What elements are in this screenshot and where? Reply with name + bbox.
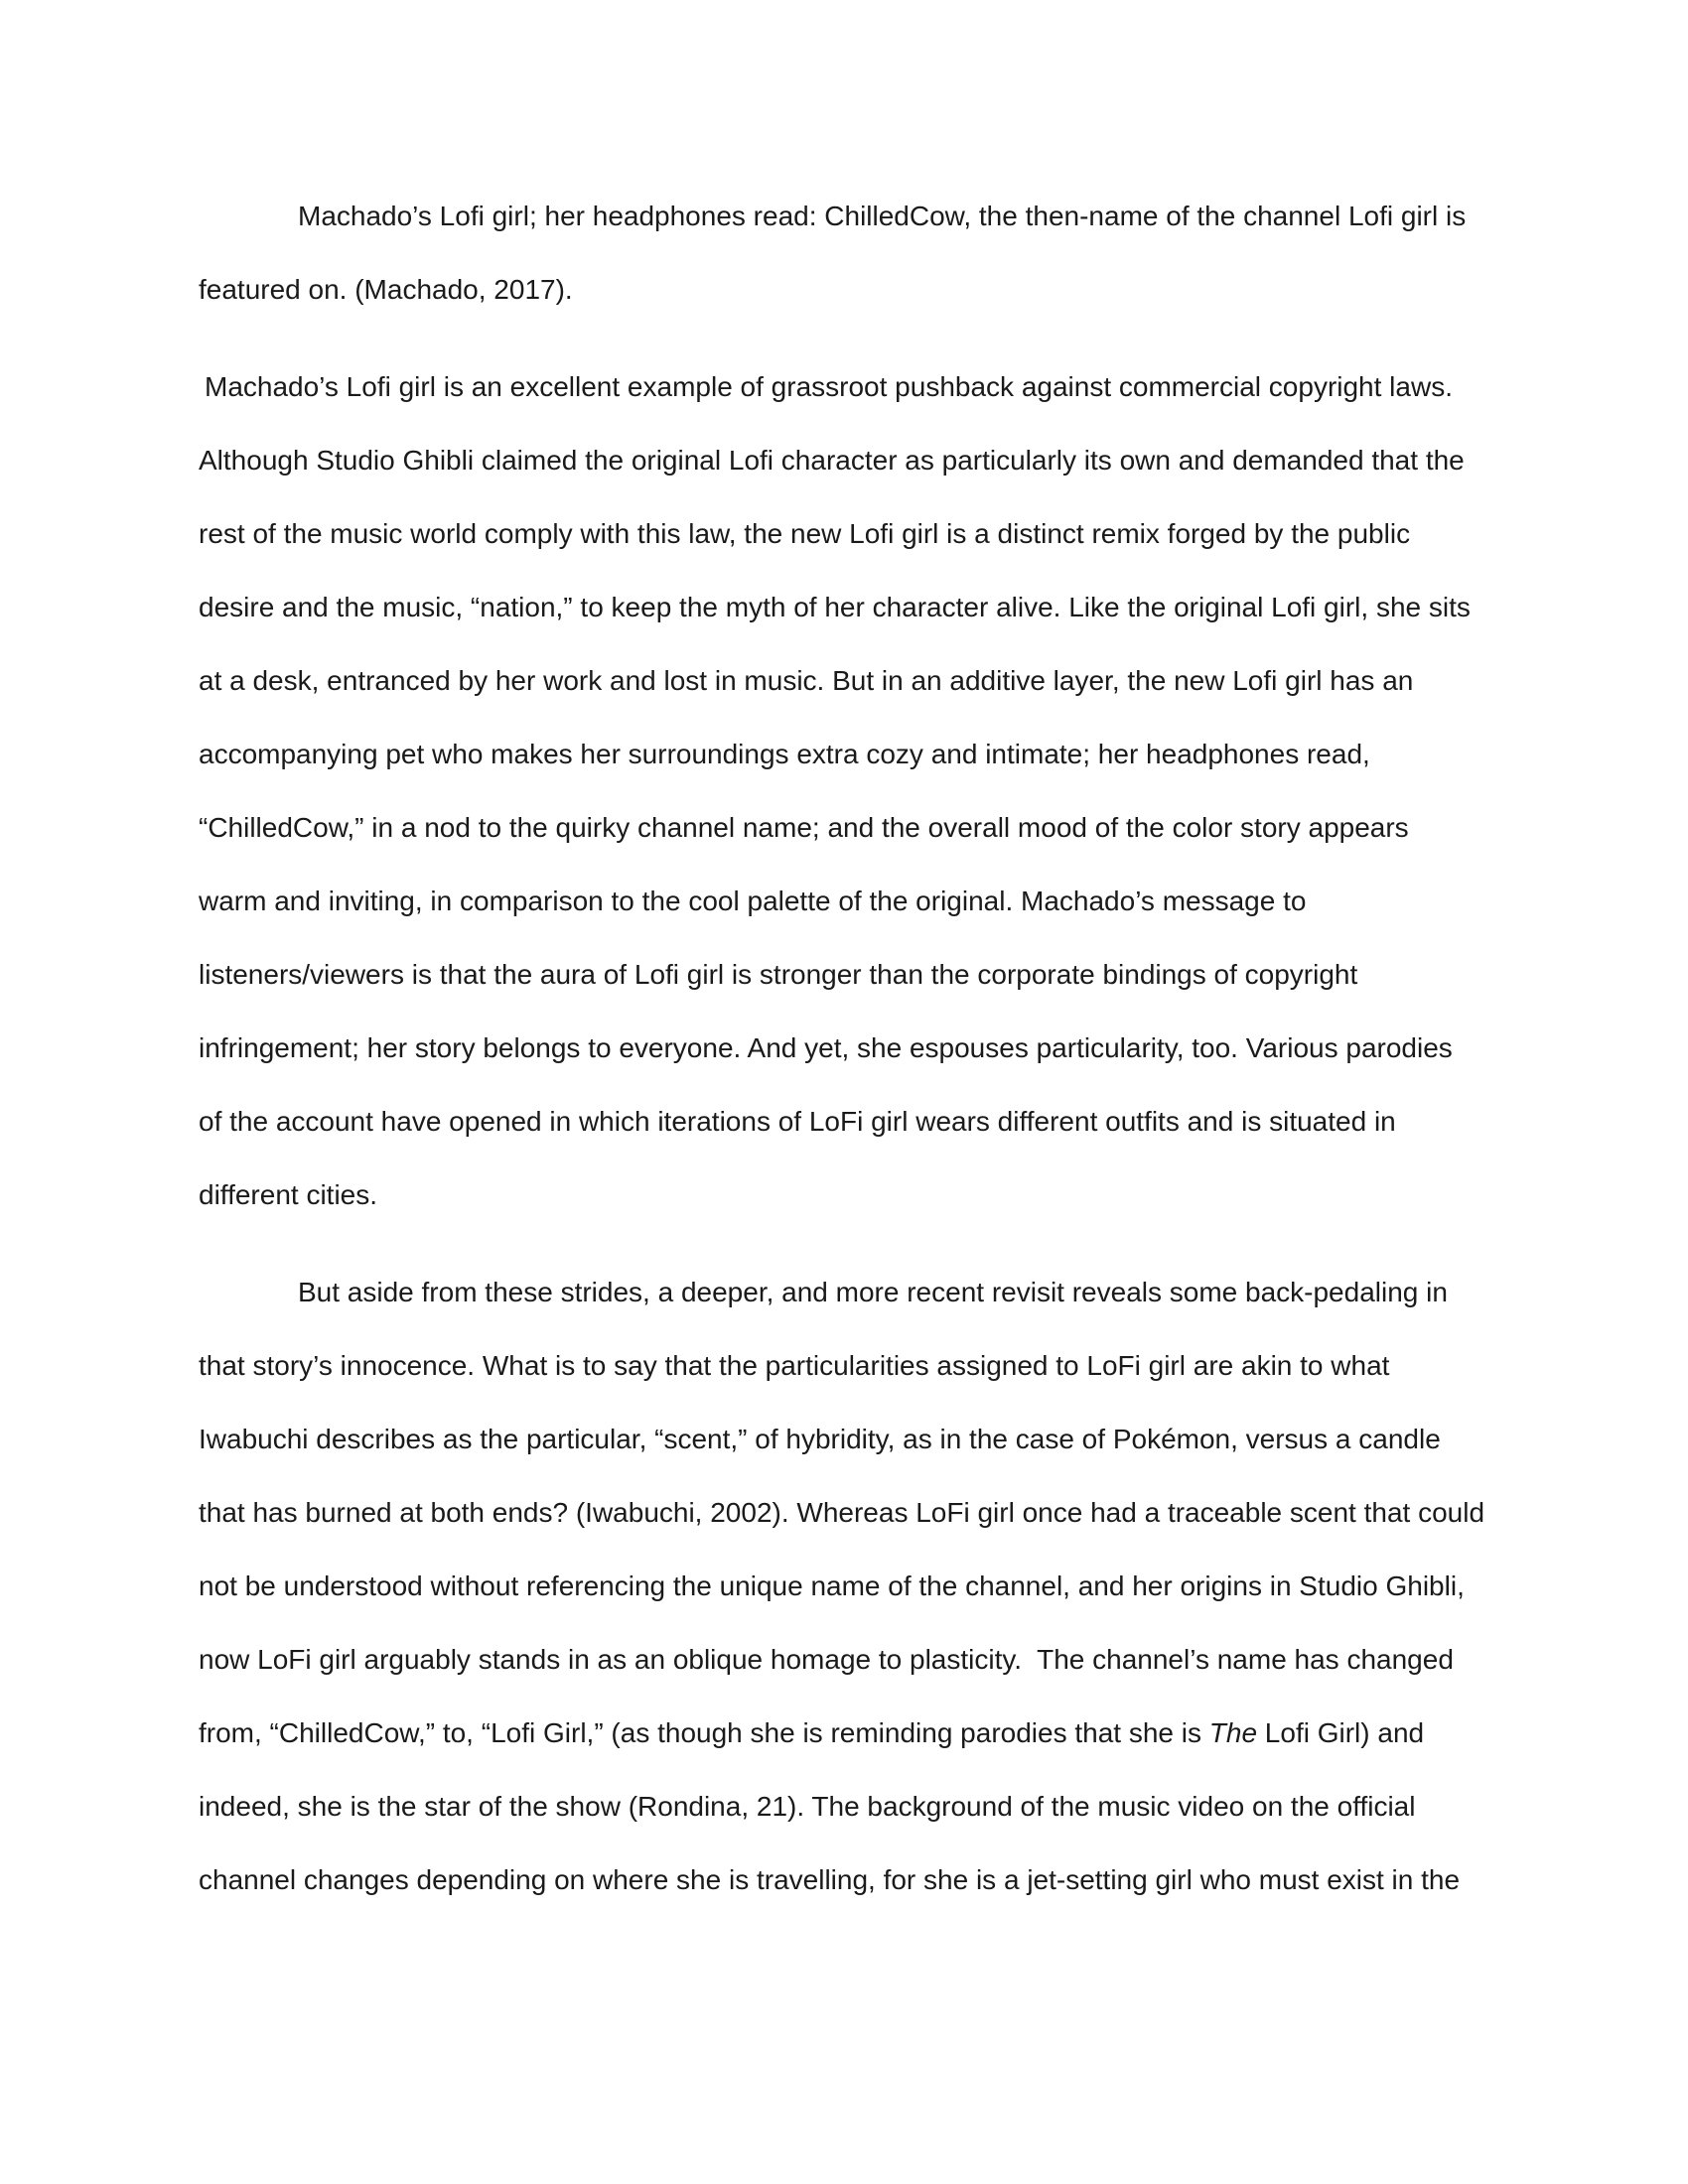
paragraph-2-line-7: “ChilledCow,” in a nod to the quirky channel name; and the overall mood of the color story appears bbox=[199, 812, 1409, 843]
paragraph-3-line-8: indeed, she is the star of the show (Rondina, 21). The background of the music video on the official bbox=[199, 1791, 1416, 1822]
paragraph-2-line-1: Machado’s Lofi girl is an excellent example of grassroot pushback against commercial copyright laws. bbox=[205, 371, 1453, 402]
paragraph-3-line-2: that story’s innocence. What is to say that the particularities assigned to LoFi girl are akin to what bbox=[199, 1350, 1390, 1381]
paragraph-2-line-8: warm and inviting, in comparison to the cool palette of the original. Machado’s message to bbox=[199, 886, 1307, 916]
paragraph-3-line-3: Iwabuchi describes as the particular, “scent,” of hybridity, as in the case of Pokémon, versus a candle bbox=[199, 1424, 1441, 1454]
paragraph-3-line-1: But aside from these strides, a deeper, and more recent revisit reveals some back-pedaling in bbox=[298, 1277, 1448, 1307]
paragraph-2-line-5: at a desk, entranced by her work and lost in music. But in an additive layer, the new Lofi girl has an bbox=[199, 665, 1414, 696]
line-text-after-italic: Lofi Girl) and bbox=[1257, 1717, 1425, 1748]
paragraph-1-line-1: Machado’s Lofi girl; her headphones read: ChilledCow, the then-name of the channel Lofi girl is bbox=[298, 201, 1467, 231]
paragraph-2-line-11: of the account have opened in which iterations of LoFi girl wears different outfits and is situated in bbox=[199, 1106, 1396, 1137]
paragraph-3-line-7 bbox=[199, 1713, 1489, 1753]
paragraph-2-line-3: rest of the music world comply with this law, the new Lofi girl is a distinct remix forged by the public bbox=[199, 518, 1411, 549]
paragraph-3-line-6: now LoFi girl arguably stands in as an oblique homage to plasticity. The channel’s name has changed bbox=[199, 1644, 1454, 1675]
paragraph-2-line-12: different cities. bbox=[199, 1179, 378, 1210]
paragraph-2-line-10: infringement; her story belongs to everyone. And yet, she espouses particularity, too. Various parodies bbox=[199, 1032, 1453, 1063]
paragraph-2-line-6: accompanying pet who makes her surroundings extra cozy and intimate; her headphones read, bbox=[199, 739, 1370, 769]
paragraph-3-line-4: that has burned at both ends? (Iwabuchi, 2002). Whereas LoFi girl once had a traceable scent that could bbox=[199, 1497, 1485, 1528]
paragraph-1-line-2: featured on. (Machado, 2017). bbox=[199, 274, 573, 305]
paragraph-2-line-2: Although Studio Ghibli claimed the original Lofi character as particularly its own and demanded that the bbox=[199, 445, 1465, 476]
paragraph-3-line-5: not be understood without referencing the unique name of the channel, and her origins in Studio Ghibli, bbox=[199, 1570, 1465, 1601]
line-text-before-italic: from, “ChilledCow,” to, “Lofi Girl,” (as though she is reminding parodies that she is bbox=[199, 1717, 1209, 1748]
paragraph-2-line-4: desire and the music, “nation,” to keep the myth of her character alive. Like the original Lofi girl, she sits bbox=[199, 592, 1471, 622]
paragraph-3-line-9: channel changes depending on where she is travelling, for she is a jet-setting girl who must exist in the bbox=[199, 1864, 1461, 1895]
paragraph-2-line-9: listeners/viewers is that the aura of Lofi girl is stronger than the corporate bindings of copyright bbox=[199, 959, 1358, 990]
italic-title-word: The bbox=[1208, 1717, 1258, 1748]
